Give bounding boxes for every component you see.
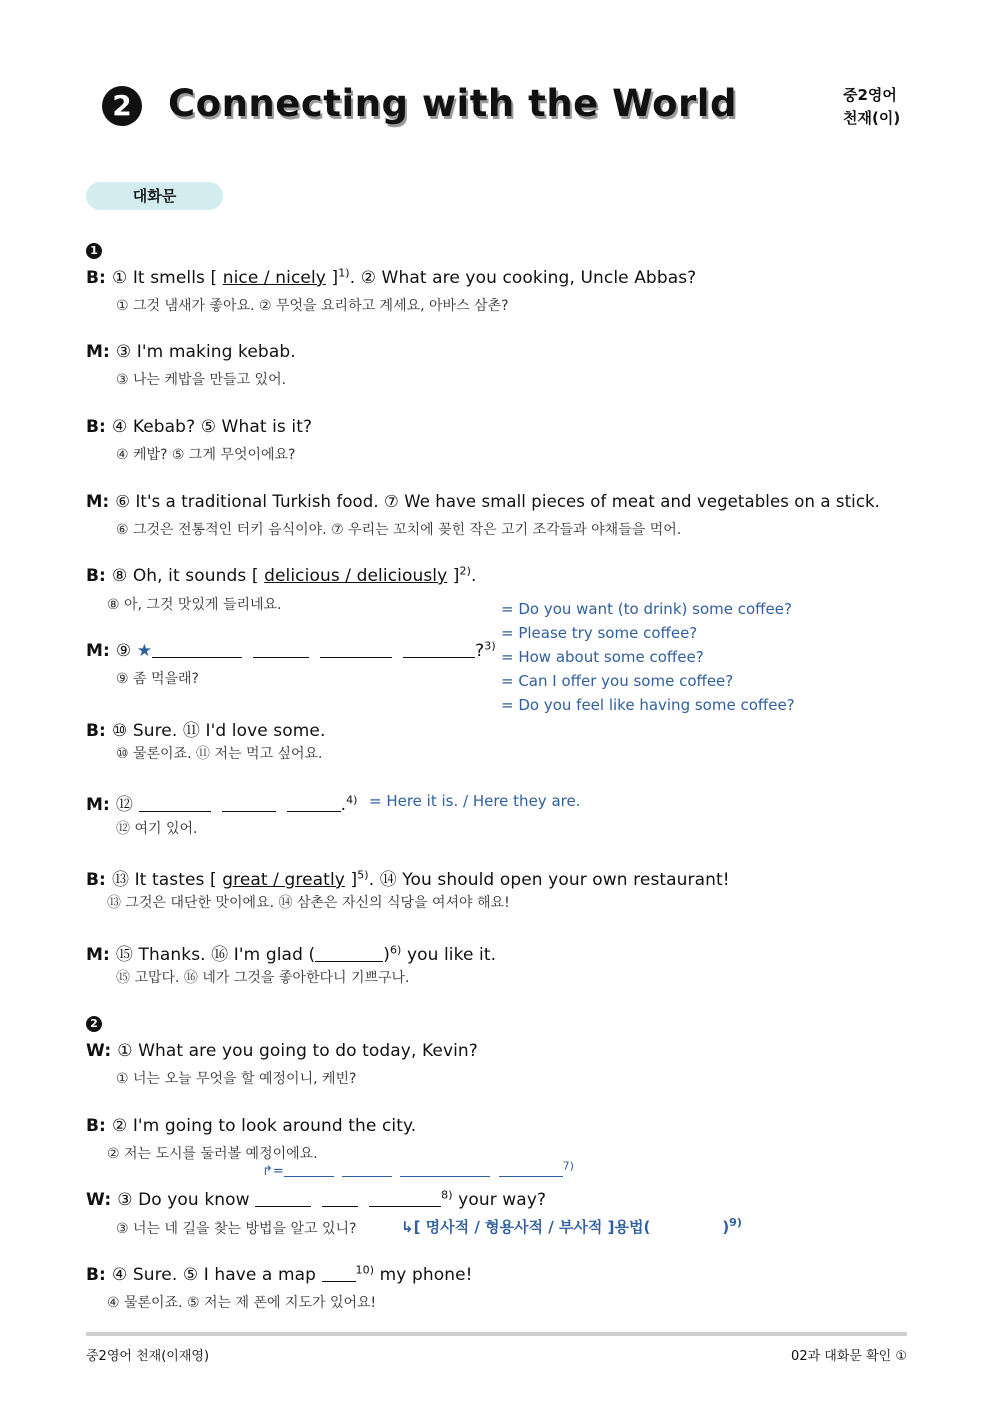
footer-right: 02과 대화문 확인 ① [791,1349,907,1364]
dialogue-line [86,1041,478,1061]
answer-blank[interactable] [222,796,276,812]
speaker: W: [86,1190,112,1210]
speaker: M: [86,342,110,362]
translation: ① 너는 오늘 무엇을 할 예정이니, 케빈? [116,1071,357,1087]
section-2-badge: 2 [86,1016,102,1032]
dialogue-line [86,268,696,288]
answer-blank[interactable] [152,642,242,658]
speaker: W: [86,1041,112,1061]
equivalent-blanks [262,1159,574,1179]
answer-blank[interactable] [315,946,383,962]
answer-blank[interactable] [322,1266,356,1282]
publisher-label: 천재(이) [843,109,901,127]
speaker: B: [86,1265,106,1285]
translation: ⑫ 여기 있어. [116,821,198,837]
dialogue-line [86,790,358,815]
line-text: ① What are you going to do today, Kevin? [117,1041,478,1061]
translation: ⑮ 고맙다. ⑯ 네가 그것을 좋아한다니 기쁘구나. [116,970,410,986]
dialogue-line [86,716,325,741]
lesson-number-badge: 2 [102,86,142,126]
footnote-number: 8) [441,1188,453,1202]
choice-text: nice / nicely [222,268,326,288]
line-text: ] [325,268,339,288]
line-text: ] [447,566,460,586]
speaker: M: [86,641,110,661]
line-text: ⑥ It's a traditional Turkish food. ⑦ We have small pieces of meat and vegetables on a stick. [115,492,881,511]
footer-divider [86,1332,907,1336]
answer-blank[interactable] [255,1191,311,1207]
translation: ⑬ 그것은 대단한 맛이에요. ⑭ 삼촌은 자신의 식당을 여셔야 해요! [107,895,510,911]
footnote-number: 10) [355,1263,375,1277]
alternative-expression: = Please try some coffee? [501,624,698,642]
choice-text: delicious / deliciously [264,566,448,586]
answer-blank[interactable] [499,1164,563,1177]
speaker: M: [86,795,110,815]
line-text: you like it. [401,945,497,965]
dialogue-line [86,1116,416,1136]
footnote-number: 3) [484,639,496,653]
dialogue-line [86,342,296,362]
line-text: ⑮ Thanks. ⑯ I'm glad ( [115,945,316,965]
line-text: ⑨ [115,641,137,661]
translation: ⑥ 그것은 전통적인 터키 음식이야. ⑦ 우리는 꼬치에 꽂힌 작은 고기 조각들과 야채들을 먹어. [116,522,682,538]
footnote-number: 2) [459,564,472,578]
line-text: ⑫ [115,795,139,815]
answer-blank[interactable] [403,642,475,658]
line-text: ? [475,641,485,661]
dialogue-line [86,1190,546,1210]
translation: ③ 너는 네 길을 찾는 방법을 알고 있니? [116,1221,357,1237]
usage-options: ↳[ 명사적 / 형용사적 / 부사적 ]용법( [401,1218,651,1236]
footnote-number: 6) [389,943,402,957]
speaker: B: [86,417,106,437]
section-1-badge: 1 [86,243,102,259]
line-text: your way? [452,1190,547,1210]
line-text: my phone! [374,1265,473,1285]
dialogue-line [86,417,312,437]
section-tag: 대화문 [86,182,223,210]
translation: ④ 케밥? ⑤ 그게 무엇이에요? [116,447,296,463]
translation: ⑨ 좀 먹을래? [116,671,199,687]
usage-close: ) [722,1218,730,1236]
page-title: Connecting with the World [168,82,737,125]
translation: ③ 나는 케밥을 만들고 있어. [116,372,287,388]
speaker: B: [86,1116,106,1136]
speaker: B: [86,721,106,741]
dialogue-line [86,1265,473,1285]
line-text: ⑧ Oh, it sounds [ [111,566,265,586]
footnote-number: 7) [562,1159,574,1173]
line-text: . [471,566,477,586]
usage-question [401,1216,742,1237]
grade-label: 중2영어 [843,86,897,104]
alternative-expression: = Can I offer you some coffee? [501,672,734,690]
alternative-expression: = Do you want (to drink) some coffee? [501,600,792,618]
dialogue-line [86,865,730,890]
line-text: ③ I'm making kebab. [115,342,296,362]
speaker: B: [86,268,106,288]
footnote-number: 9) [729,1216,742,1229]
answer-blank[interactable] [253,642,309,658]
dialogue-line [86,641,496,661]
footer-left: 중2영어 천재(이재영) [86,1349,210,1364]
line-text: ) [383,945,390,965]
speaker: B: [86,566,106,586]
speaker: B: [86,870,106,890]
answer-blank[interactable] [320,642,392,658]
answer-blank[interactable] [284,1164,334,1177]
line-text: ⑬ It tastes [ [111,870,223,890]
line-text: . [340,795,347,815]
alternative-expression: = Here it is. / Here they are. [369,792,581,810]
alternative-expression: = Do you feel like having some coffee? [501,696,795,714]
line-text: ④ Kebab? ⑤ What is it? [111,417,313,437]
arrow-icon: ↱= [262,1164,284,1179]
line-text: ⑩ Sure. ⑪ I'd love some. [111,721,326,741]
translation: ⑧ 아, 그것 맛있게 들리네요. [107,597,282,613]
dialogue-line [86,940,496,965]
answer-blank[interactable] [139,796,211,812]
dialogue-line [86,492,880,511]
translation: ④ 물론이죠. ⑤ 저는 제 폰에 지도가 있어요! [107,1295,377,1311]
line-text: ] [344,870,358,890]
line-text: ④ Sure. ⑤ I have a map [111,1265,322,1285]
answer-blank[interactable] [342,1164,392,1177]
footnote-number: 5) [357,868,369,882]
line-text: . ② What are you cooking, Uncle Abbas? [349,268,697,288]
translation: ⑩ 물론이죠. ⑪ 저는 먹고 싶어요. [116,746,323,762]
answer-blank[interactable] [369,1191,441,1207]
line-text: ③ Do you know [117,1190,256,1210]
footnote-number: 4) [346,793,358,807]
speaker: M: [86,945,110,965]
speaker: M: [86,492,110,511]
line-text: ② I'm going to look around the city. [111,1116,417,1136]
line-text: ① It smells [ [111,268,223,288]
translation: ② 저는 도시를 둘러볼 예정이에요. [107,1146,318,1162]
footnote-number: 1) [338,266,350,280]
line-text: . ⑭ You should open your own restaurant! [368,870,730,890]
choice-text: great / greatly [222,870,345,890]
alternative-expression: = How about some coffee? [501,648,704,666]
answer-blank[interactable] [287,796,341,812]
answer-blank[interactable] [322,1191,358,1207]
answer-blank[interactable] [400,1164,490,1177]
star-icon: ★ [136,641,153,661]
translation: ① 그것 냄새가 좋아요. ② 무엇을 요리하고 계세요, 아바스 삼촌? [116,298,509,314]
dialogue-line [86,566,477,586]
